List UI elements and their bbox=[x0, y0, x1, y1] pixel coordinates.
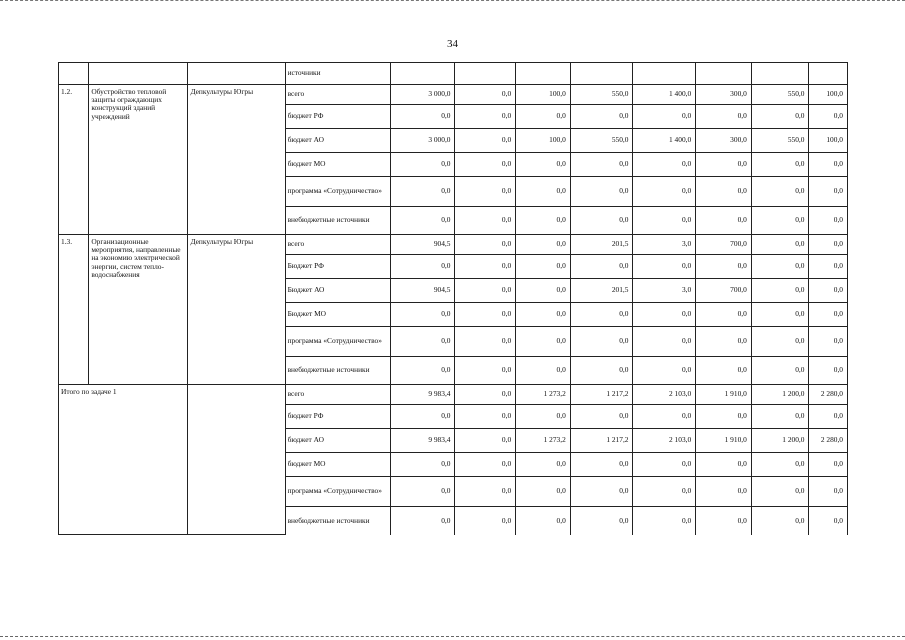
value-cell: 0,0 bbox=[455, 385, 516, 405]
value-cell: 0,0 bbox=[455, 207, 516, 235]
value-cell: 201,5 bbox=[570, 279, 633, 303]
value-cell: 0,0 bbox=[570, 177, 633, 207]
source-cell: источники bbox=[285, 63, 390, 85]
value-cell: 1 910,0 bbox=[696, 429, 752, 453]
section-number: 1.3. bbox=[59, 235, 89, 385]
value-cell: 0,0 bbox=[633, 153, 696, 177]
value-cell: 0,0 bbox=[516, 303, 571, 327]
value-cell: 1 200,0 bbox=[751, 429, 809, 453]
value-cell: 0,0 bbox=[751, 357, 809, 385]
source-cell: внебюджетные источники bbox=[285, 207, 390, 235]
value-cell: 2 103,0 bbox=[633, 429, 696, 453]
value-cell: 550,0 bbox=[751, 129, 809, 153]
value-cell: 0,0 bbox=[809, 453, 848, 477]
value-cell: 1 217,2 bbox=[570, 385, 633, 405]
source-cell: Бюджет РФ bbox=[285, 255, 390, 279]
value-cell: 550,0 bbox=[570, 129, 633, 153]
value-cell: 1 200,0 bbox=[751, 385, 809, 405]
source-cell: бюджет РФ bbox=[285, 105, 390, 129]
source-cell: Бюджет МО bbox=[285, 303, 390, 327]
value-cell: 9 983,4 bbox=[390, 385, 455, 405]
value-cell: 0,0 bbox=[390, 303, 455, 327]
value-cell: 0,0 bbox=[390, 255, 455, 279]
value-cell: 0,0 bbox=[696, 477, 752, 507]
value-cell: 3,0 bbox=[633, 279, 696, 303]
value-cell: 0,0 bbox=[751, 153, 809, 177]
value-cell: 0,0 bbox=[390, 207, 455, 235]
value-cell: 0,0 bbox=[633, 405, 696, 429]
value-cell: 0,0 bbox=[809, 303, 848, 327]
value-cell: 0,0 bbox=[570, 327, 633, 357]
section-responsible bbox=[188, 385, 285, 535]
source-cell: всего bbox=[285, 85, 390, 105]
value-cell: 0,0 bbox=[455, 105, 516, 129]
value-cell: 1 910,0 bbox=[696, 385, 752, 405]
value-cell: 0,0 bbox=[570, 303, 633, 327]
value-cell: 0,0 bbox=[455, 177, 516, 207]
value-cell: 0,0 bbox=[809, 507, 848, 535]
section-responsible: Депкультуры Югры bbox=[188, 85, 285, 235]
value-cell: 0,0 bbox=[809, 207, 848, 235]
value-cell: 0,0 bbox=[516, 507, 571, 535]
source-cell: бюджет МО bbox=[285, 153, 390, 177]
value-cell: 1 273,2 bbox=[516, 429, 571, 453]
value-cell: 0,0 bbox=[455, 453, 516, 477]
value-cell: 0,0 bbox=[390, 453, 455, 477]
value-cell: 0,0 bbox=[516, 207, 571, 235]
budget-table bbox=[58, 62, 848, 535]
value-cell: 0,0 bbox=[455, 477, 516, 507]
value-cell: 0,0 bbox=[751, 453, 809, 477]
value-cell: 1 400,0 bbox=[633, 129, 696, 153]
value-cell: 0,0 bbox=[633, 453, 696, 477]
table-row bbox=[59, 385, 848, 405]
value-cell: 0,0 bbox=[696, 453, 752, 477]
value-cell: 0,0 bbox=[455, 153, 516, 177]
value-cell: 3,0 bbox=[633, 235, 696, 255]
value-cell: 0,0 bbox=[751, 477, 809, 507]
value-cell: 0,0 bbox=[516, 255, 571, 279]
section-total-label: Итого по задаче 1 bbox=[59, 385, 188, 535]
value-cell: 0,0 bbox=[455, 279, 516, 303]
source-cell: Бюджет АО bbox=[285, 279, 390, 303]
value-cell: 0,0 bbox=[696, 255, 752, 279]
value-cell: 0,0 bbox=[751, 255, 809, 279]
value-cell bbox=[696, 63, 752, 85]
value-cell: 0,0 bbox=[570, 207, 633, 235]
value-cell: 0,0 bbox=[390, 477, 455, 507]
value-cell: 0,0 bbox=[696, 177, 752, 207]
value-cell: 0,0 bbox=[809, 235, 848, 255]
value-cell: 0,0 bbox=[633, 303, 696, 327]
value-cell: 904,5 bbox=[390, 279, 455, 303]
value-cell: 1 217,2 bbox=[570, 429, 633, 453]
value-cell: 3 000,0 bbox=[390, 129, 455, 153]
value-cell: 201,5 bbox=[570, 235, 633, 255]
value-cell: 3 000,0 bbox=[390, 85, 455, 105]
value-cell: 700,0 bbox=[696, 235, 752, 255]
value-cell: 0,0 bbox=[751, 235, 809, 255]
value-cell: 550,0 bbox=[570, 85, 633, 105]
section-responsible: Депкультуры Югры bbox=[188, 235, 285, 385]
value-cell: 0,0 bbox=[455, 235, 516, 255]
source-cell: всего bbox=[285, 385, 390, 405]
value-cell: 0,0 bbox=[751, 177, 809, 207]
value-cell: 0,0 bbox=[455, 507, 516, 535]
source-cell: внебюджетные источники bbox=[285, 507, 390, 535]
value-cell: 0,0 bbox=[570, 255, 633, 279]
value-cell: 2 103,0 bbox=[633, 385, 696, 405]
value-cell: 100,0 bbox=[809, 85, 848, 105]
page-number: 34 bbox=[447, 38, 458, 50]
scan-edge-bottom bbox=[0, 633, 905, 637]
value-cell: 0,0 bbox=[809, 357, 848, 385]
value-cell: 0,0 bbox=[696, 507, 752, 535]
value-cell: 0,0 bbox=[809, 177, 848, 207]
value-cell: 0,0 bbox=[390, 357, 455, 385]
value-cell: 0,0 bbox=[633, 177, 696, 207]
value-cell bbox=[570, 63, 633, 85]
value-cell: 0,0 bbox=[516, 357, 571, 385]
section-name: Организационные мероприятия, направленные на экономию электрической энергии, систем тепло-водоснабжения bbox=[89, 235, 188, 385]
value-cell: 2 280,0 bbox=[809, 385, 848, 405]
value-cell: 0,0 bbox=[751, 507, 809, 535]
value-cell: 0,0 bbox=[809, 405, 848, 429]
num-cell bbox=[59, 63, 89, 85]
value-cell bbox=[809, 63, 848, 85]
value-cell: 700,0 bbox=[696, 279, 752, 303]
value-cell: 0,0 bbox=[516, 477, 571, 507]
value-cell: 0,0 bbox=[633, 477, 696, 507]
value-cell: 0,0 bbox=[633, 105, 696, 129]
value-cell: 100,0 bbox=[809, 129, 848, 153]
value-cell: 0,0 bbox=[570, 405, 633, 429]
value-cell: 0,0 bbox=[633, 357, 696, 385]
table-row bbox=[59, 85, 848, 105]
value-cell: 0,0 bbox=[751, 105, 809, 129]
name-cell bbox=[89, 63, 188, 85]
value-cell: 0,0 bbox=[633, 207, 696, 235]
value-cell: 0,0 bbox=[516, 235, 571, 255]
value-cell: 0,0 bbox=[516, 279, 571, 303]
source-cell: бюджет АО bbox=[285, 429, 390, 453]
value-cell: 0,0 bbox=[455, 255, 516, 279]
value-cell: 100,0 bbox=[516, 85, 571, 105]
value-cell: 0,0 bbox=[809, 105, 848, 129]
value-cell: 0,0 bbox=[751, 279, 809, 303]
source-cell: всего bbox=[285, 235, 390, 255]
source-cell: программа «Сотрудничество» bbox=[285, 477, 390, 507]
table-row bbox=[59, 235, 848, 255]
value-cell: 0,0 bbox=[390, 153, 455, 177]
value-cell: 0,0 bbox=[516, 177, 571, 207]
source-cell: программа «Сотрудничество» bbox=[285, 177, 390, 207]
responsible-cell bbox=[188, 63, 285, 85]
value-cell: 904,5 bbox=[390, 235, 455, 255]
value-cell bbox=[516, 63, 571, 85]
value-cell: 0,0 bbox=[455, 405, 516, 429]
value-cell: 0,0 bbox=[390, 405, 455, 429]
value-cell: 0,0 bbox=[455, 129, 516, 153]
value-cell: 9 983,4 bbox=[390, 429, 455, 453]
scan-edge-top bbox=[0, 0, 905, 4]
section-name: Обустройство тепловой защиты ограждающих конструкций зданий учреждений bbox=[89, 85, 188, 235]
value-cell: 0,0 bbox=[455, 303, 516, 327]
value-cell bbox=[390, 63, 455, 85]
source-cell: бюджет МО bbox=[285, 453, 390, 477]
value-cell: 0,0 bbox=[516, 453, 571, 477]
value-cell: 0,0 bbox=[696, 303, 752, 327]
value-cell: 1 273,2 bbox=[516, 385, 571, 405]
source-cell: внебюджетные источники bbox=[285, 357, 390, 385]
value-cell: 0,0 bbox=[633, 507, 696, 535]
value-cell bbox=[455, 63, 516, 85]
value-cell: 0,0 bbox=[390, 327, 455, 357]
value-cell: 0,0 bbox=[516, 153, 571, 177]
value-cell: 0,0 bbox=[516, 105, 571, 129]
value-cell: 0,0 bbox=[516, 405, 571, 429]
value-cell: 0,0 bbox=[390, 507, 455, 535]
source-cell: бюджет АО bbox=[285, 129, 390, 153]
value-cell: 100,0 bbox=[516, 129, 571, 153]
value-cell: 0,0 bbox=[696, 405, 752, 429]
table-row bbox=[59, 63, 848, 85]
value-cell: 0,0 bbox=[751, 405, 809, 429]
value-cell: 0,0 bbox=[696, 153, 752, 177]
source-cell: бюджет РФ bbox=[285, 405, 390, 429]
value-cell: 0,0 bbox=[390, 177, 455, 207]
value-cell: 0,0 bbox=[570, 357, 633, 385]
value-cell: 0,0 bbox=[751, 303, 809, 327]
value-cell: 550,0 bbox=[751, 85, 809, 105]
value-cell: 300,0 bbox=[696, 129, 752, 153]
value-cell: 300,0 bbox=[696, 85, 752, 105]
value-cell: 0,0 bbox=[455, 327, 516, 357]
section-number: 1.2. bbox=[59, 85, 89, 235]
value-cell: 0,0 bbox=[809, 477, 848, 507]
value-cell bbox=[633, 63, 696, 85]
value-cell: 0,0 bbox=[696, 357, 752, 385]
value-cell: 0,0 bbox=[570, 453, 633, 477]
value-cell: 0,0 bbox=[751, 207, 809, 235]
value-cell: 0,0 bbox=[633, 327, 696, 357]
value-cell: 0,0 bbox=[570, 105, 633, 129]
value-cell: 2 280,0 bbox=[809, 429, 848, 453]
value-cell bbox=[751, 63, 809, 85]
value-cell: 1 400,0 bbox=[633, 85, 696, 105]
value-cell: 0,0 bbox=[570, 477, 633, 507]
value-cell: 0,0 bbox=[455, 357, 516, 385]
value-cell: 0,0 bbox=[809, 153, 848, 177]
value-cell: 0,0 bbox=[809, 327, 848, 357]
value-cell: 0,0 bbox=[390, 105, 455, 129]
value-cell: 0,0 bbox=[455, 429, 516, 453]
value-cell: 0,0 bbox=[516, 327, 571, 357]
value-cell: 0,0 bbox=[633, 255, 696, 279]
value-cell: 0,0 bbox=[751, 327, 809, 357]
value-cell: 0,0 bbox=[809, 279, 848, 303]
value-cell: 0,0 bbox=[809, 255, 848, 279]
value-cell: 0,0 bbox=[696, 327, 752, 357]
value-cell: 0,0 bbox=[455, 85, 516, 105]
source-cell: программа «Сотрудничество» bbox=[285, 327, 390, 357]
value-cell: 0,0 bbox=[570, 153, 633, 177]
value-cell: 0,0 bbox=[696, 105, 752, 129]
value-cell: 0,0 bbox=[696, 207, 752, 235]
value-cell: 0,0 bbox=[570, 507, 633, 535]
